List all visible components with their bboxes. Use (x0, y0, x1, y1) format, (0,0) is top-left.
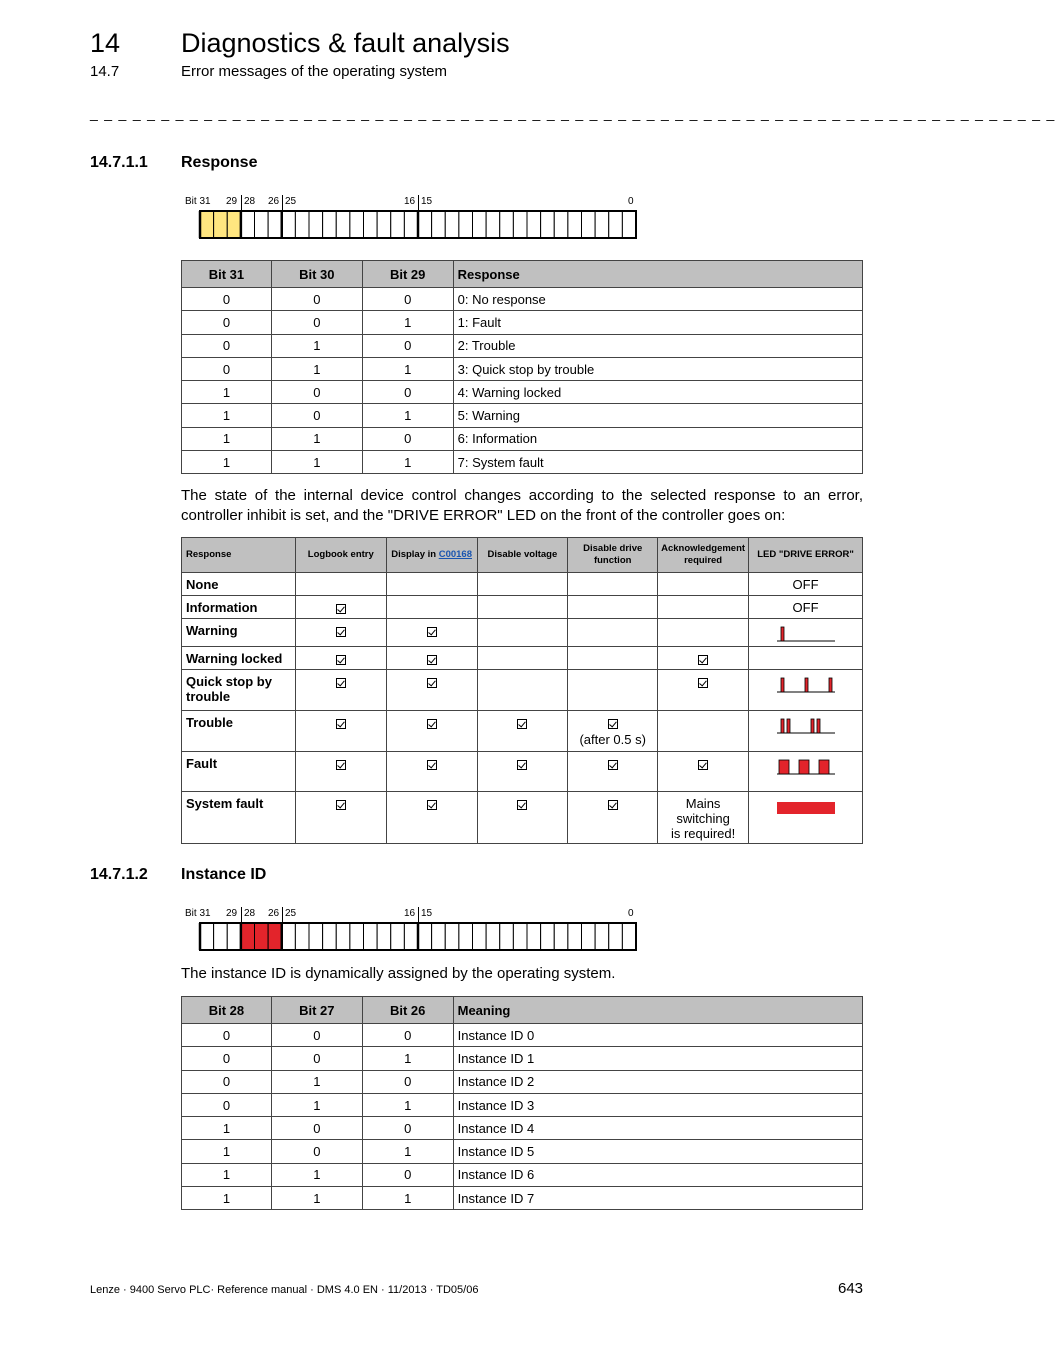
bit-cell (323, 211, 337, 238)
col-response: Response (182, 538, 296, 573)
table-cell: 0: No response (453, 288, 862, 311)
cell-voltage (477, 670, 568, 711)
table-cell: 1 (271, 427, 362, 450)
table-cell: 1 (271, 357, 362, 380)
bit-cell (622, 211, 636, 238)
bit-divider (418, 195, 419, 210)
bit-cell (391, 211, 405, 238)
table-cell: 1 (362, 1187, 453, 1210)
cell-display (386, 670, 477, 711)
bit-cell (554, 211, 568, 238)
table-cell: 0 (362, 381, 453, 404)
bit-label-25: 25 (285, 196, 297, 207)
response-behaviour-table (181, 537, 863, 844)
cell-logbook (295, 711, 386, 752)
bit-cell (268, 923, 282, 950)
table-cell: 0 (362, 1070, 453, 1093)
chapter-title: Diagnostics & fault analysis (181, 28, 510, 58)
cell-display (386, 596, 477, 619)
cell-voltage (477, 573, 568, 596)
bit-cell (541, 211, 555, 238)
cell-ack (658, 647, 749, 670)
response-row (182, 619, 863, 647)
bit-cell (295, 923, 309, 950)
bit-cell (227, 923, 241, 950)
bit-cell (364, 211, 378, 238)
table-cell: 1 (271, 1187, 362, 1210)
led-cell (749, 647, 863, 670)
led-blink-icon (775, 756, 837, 776)
table-cell: Instance ID 3 (453, 1093, 862, 1116)
table-cell: 1 (362, 404, 453, 427)
table-cell: 0 (182, 1093, 272, 1116)
bit-cell (432, 923, 446, 950)
response-name: Information (182, 596, 296, 619)
bit-cell (214, 211, 228, 238)
bit-cell (527, 923, 541, 950)
table-cell: 1 (182, 381, 272, 404)
bit-cell (459, 923, 473, 950)
cell-drive (568, 647, 658, 670)
response-bit-diagram (182, 195, 642, 240)
bit-cell (473, 923, 487, 950)
cell-display (386, 792, 477, 844)
response-header: Bit 31 (182, 261, 272, 288)
instance-paragraph: The instance ID is dynamically assigned by the operating system. (181, 965, 616, 982)
table-cell: 0 (182, 1024, 272, 1047)
table-cell: 0 (182, 311, 272, 334)
bit-cell (595, 923, 609, 950)
led-cell (749, 752, 863, 792)
checkbox-checked-icon (608, 719, 618, 729)
bit-cell (568, 923, 582, 950)
table-cell: 0 (271, 311, 362, 334)
bit-label-16: 16 (404, 196, 416, 207)
bit-cell (350, 211, 364, 238)
checkbox-checked-icon (698, 678, 708, 688)
cell-voltage (477, 752, 568, 792)
bit-label-28: 28 (244, 908, 256, 919)
instance-header: Bit 26 (362, 997, 453, 1024)
instance-bit-diagram (182, 907, 642, 952)
response-name: Fault (182, 752, 296, 792)
cell-drive (568, 670, 658, 711)
header-separator: _ _ _ _ _ _ _ _ _ _ _ _ _ _ _ _ _ _ _ _ _ _ _ _ _ _ _ _ _ _ _ _ _ _ _ _ _ _ _ _ _ _ _ _ _ _ _ _ _ _ _ _ _ _ _ _ _ _ _ _ _ _ _ _ _ _ _ _ (90, 105, 1056, 121)
bit-cell (377, 923, 391, 950)
table-cell: 1 (362, 357, 453, 380)
table-row (182, 357, 863, 380)
table-cell: 1 (182, 404, 272, 427)
checkbox-checked-icon (336, 655, 346, 665)
table-cell: 1 (182, 451, 272, 474)
bit-cell (582, 923, 596, 950)
bit-cell (200, 923, 214, 950)
response-row (182, 792, 863, 844)
bit-cell (459, 211, 473, 238)
bit-cell (214, 923, 228, 950)
response-heading-number: 14.7.1.1 (90, 154, 148, 171)
bit-cell (500, 923, 514, 950)
led-cell (749, 573, 863, 596)
cell-voltage (477, 619, 568, 647)
bit-label-15: 15 (421, 196, 433, 207)
bit-cell (486, 211, 500, 238)
table-cell: 1 (362, 1140, 453, 1163)
table-row (182, 451, 863, 474)
bit-cell (541, 923, 555, 950)
cell-logbook (295, 670, 386, 711)
checkbox-checked-icon (427, 800, 437, 810)
response-row (182, 596, 863, 619)
table-row (182, 381, 863, 404)
checkbox-checked-icon (698, 655, 708, 665)
bit-cell (255, 211, 269, 238)
response-name: Quick stop by trouble (182, 670, 296, 711)
ack-note: Mains switching is required! (670, 796, 736, 841)
bit-cell (268, 211, 282, 238)
bit-divider (282, 907, 283, 922)
table-row (182, 1163, 863, 1186)
bit-cell (527, 211, 541, 238)
table-cell: 1 (271, 1163, 362, 1186)
instance-header: Meaning (453, 997, 862, 1024)
table-cell: 1 (182, 427, 272, 450)
led-cell (749, 619, 863, 647)
led-cell (749, 596, 863, 619)
table-cell: 1 (182, 1117, 272, 1140)
response-name: None (182, 573, 296, 596)
table-cell: 6: Information (453, 427, 862, 450)
table-cell: 0 (271, 1047, 362, 1070)
instance-heading-title: Instance ID (181, 866, 267, 883)
bit-cell (336, 923, 350, 950)
table-cell: 1 (362, 1047, 453, 1070)
led-cell (749, 711, 863, 752)
table-cell: 1 (182, 1163, 272, 1186)
bit-register-response (199, 210, 638, 240)
table-cell: 0 (271, 404, 362, 427)
checkbox-checked-icon (427, 655, 437, 665)
cell-ack (658, 792, 749, 844)
bit-cell (500, 211, 514, 238)
bit-label-31: Bit 31 (185, 908, 211, 919)
response-header: Response (453, 261, 862, 288)
col-disable-voltage: Disable voltage (477, 538, 568, 573)
cell-display (386, 647, 477, 670)
cell-drive (568, 619, 658, 647)
c00168-link[interactable]: C00168 (438, 549, 472, 560)
bit-divider (241, 907, 242, 922)
col-ack: Acknowledgement required (658, 538, 749, 573)
col-disable-drive: Disable drive function (568, 538, 658, 573)
table-cell: 1: Fault (453, 311, 862, 334)
led-state: OFF (792, 577, 819, 592)
bit-register-instance (199, 922, 638, 952)
table-cell: 0 (182, 1047, 272, 1070)
table-cell: 3: Quick stop by trouble (453, 357, 862, 380)
table-cell: 1 (271, 1093, 362, 1116)
page-number: 643 (838, 1280, 864, 1297)
response-row (182, 647, 863, 670)
table-cell: 0 (271, 1117, 362, 1140)
instance-heading-number: 14.7.1.2 (90, 866, 148, 883)
table-cell: 0 (182, 288, 272, 311)
checkbox-checked-icon (608, 760, 618, 770)
checkbox-checked-icon (336, 604, 346, 614)
bit-cell (200, 211, 214, 238)
section-title: Error messages of the operating system (181, 63, 447, 80)
cell-logbook (295, 752, 386, 792)
table-row (182, 1093, 863, 1116)
table-cell: 0 (362, 427, 453, 450)
response-row (182, 670, 863, 711)
bit-label-26: 26 (268, 908, 280, 919)
table-cell: 1 (362, 451, 453, 474)
table-row (182, 404, 863, 427)
bit-cell (554, 923, 568, 950)
instance-header: Bit 27 (271, 997, 362, 1024)
led-steady-icon (775, 796, 837, 816)
cell-logbook (295, 573, 386, 596)
bit-cell (309, 923, 323, 950)
response-row (182, 573, 863, 596)
bit-cell (595, 211, 609, 238)
footer-text: Lenze · 9400 Servo PLC· Reference manual · DMS 4.0 EN · 11/2013 · TD05/06 (90, 1284, 479, 1296)
drive-note: (after 0.5 s) (579, 732, 646, 747)
bit-cell (445, 211, 459, 238)
bit-label-29: 29 (226, 196, 238, 207)
table-cell: 0 (362, 1024, 453, 1047)
led-cell (749, 670, 863, 711)
response-name: Warning locked (182, 647, 296, 670)
table-row (182, 1117, 863, 1140)
bit-cell (513, 211, 527, 238)
bit-divider (241, 195, 242, 210)
table-row (182, 311, 863, 334)
checkbox-checked-icon (517, 760, 527, 770)
table-cell: 7: System fault (453, 451, 862, 474)
bit-cell (241, 923, 255, 950)
bit-label-29: 29 (226, 908, 238, 919)
led-cell (749, 792, 863, 844)
table-row (182, 288, 863, 311)
table-cell: 1 (182, 1140, 272, 1163)
bit-cell (473, 211, 487, 238)
table-cell: 0 (362, 1117, 453, 1140)
checkbox-checked-icon (427, 627, 437, 637)
table-cell: 1 (182, 1187, 272, 1210)
cell-drive (568, 792, 658, 844)
col-display-prefix: Display in (391, 549, 439, 560)
table-cell: 1 (271, 451, 362, 474)
bit-cell (227, 211, 241, 238)
table-cell: 0 (182, 334, 272, 357)
bit-label-28: 28 (244, 196, 256, 207)
cell-display (386, 752, 477, 792)
bit-cell (391, 923, 405, 950)
table-cell: Instance ID 4 (453, 1117, 862, 1140)
checkbox-checked-icon (336, 800, 346, 810)
table-cell: 0 (362, 1163, 453, 1186)
checkbox-checked-icon (336, 760, 346, 770)
cell-drive (568, 752, 658, 792)
bit-cell (404, 211, 418, 238)
bit-cell (445, 923, 459, 950)
bit-cell (418, 211, 432, 238)
table-cell: Instance ID 6 (453, 1163, 862, 1186)
bit-divider (418, 907, 419, 922)
col-logbook: Logbook entry (295, 538, 386, 573)
bit-cell (609, 923, 623, 950)
checkbox-checked-icon (698, 760, 708, 770)
cell-ack (658, 752, 749, 792)
checkbox-checked-icon (336, 719, 346, 729)
response-bits-table (181, 260, 863, 474)
response-row (182, 711, 863, 752)
bit-cell (622, 923, 636, 950)
bit-cell (295, 211, 309, 238)
bit-cell (282, 211, 296, 238)
cell-voltage (477, 596, 568, 619)
cell-voltage (477, 711, 568, 752)
bit-label-26: 26 (268, 196, 280, 207)
bit-cell (418, 923, 432, 950)
checkbox-checked-icon (517, 800, 527, 810)
section-number: 14.7 (90, 63, 120, 80)
response-header: Bit 29 (362, 261, 453, 288)
cell-display (386, 619, 477, 647)
table-row (182, 334, 863, 357)
response-name: Warning (182, 619, 296, 647)
table-cell: Instance ID 7 (453, 1187, 862, 1210)
bit-label-0: 0 (628, 908, 634, 919)
cell-ack (658, 670, 749, 711)
table-cell: 0 (362, 288, 453, 311)
bit-label-31: Bit 31 (185, 196, 211, 207)
bit-cell (255, 923, 269, 950)
table-row (182, 1187, 863, 1210)
table-cell: 5: Warning (453, 404, 862, 427)
bit-cell (568, 211, 582, 238)
table-row (182, 427, 863, 450)
led-periodic-pulse-icon (775, 674, 837, 694)
table-row (182, 1140, 863, 1163)
col-display (386, 538, 477, 573)
checkbox-checked-icon (336, 627, 346, 637)
col-led: LED "DRIVE ERROR" (749, 538, 863, 573)
checkbox-checked-icon (336, 678, 346, 688)
cell-ack (658, 619, 749, 647)
cell-display (386, 711, 477, 752)
cell-drive (568, 596, 658, 619)
table-cell: 0 (271, 1024, 362, 1047)
bit-cell (377, 211, 391, 238)
bit-cell (282, 923, 296, 950)
bit-label-15: 15 (421, 908, 433, 919)
bit-cell (609, 211, 623, 238)
response-heading-title: Response (181, 154, 258, 171)
bit-cell (486, 923, 500, 950)
bit-cell (432, 211, 446, 238)
cell-logbook (295, 792, 386, 844)
response-name: Trouble (182, 711, 296, 752)
table-cell: 1 (362, 311, 453, 334)
bit-label-0: 0 (628, 196, 634, 207)
bit-cell (323, 923, 337, 950)
bit-label-16: 16 (404, 908, 416, 919)
cell-ack (658, 711, 749, 752)
led-state: OFF (792, 600, 819, 615)
response-header: Bit 30 (271, 261, 362, 288)
cell-voltage (477, 647, 568, 670)
response-row (182, 752, 863, 792)
table-cell: 0 (271, 1140, 362, 1163)
led-double-pulse-icon (775, 715, 837, 735)
bit-cell (336, 211, 350, 238)
bit-cell (582, 211, 596, 238)
chapter-number: 14 (90, 28, 121, 58)
bit-cell (513, 923, 527, 950)
response-paragraph: The state of the internal device control changes according to the selected response to an error, controller inhibit is set, and the "DRIVE ERROR" LED on the front of the controller goes on: (181, 487, 863, 524)
cell-display (386, 573, 477, 596)
cell-voltage (477, 792, 568, 844)
checkbox-checked-icon (427, 760, 437, 770)
table-row (182, 1070, 863, 1093)
bit-divider (282, 195, 283, 210)
table-cell: Instance ID 5 (453, 1140, 862, 1163)
table-cell: 0 (362, 334, 453, 357)
instance-bits-table (181, 996, 863, 1210)
checkbox-checked-icon (427, 678, 437, 688)
bit-cell (309, 211, 323, 238)
led-single-pulse-icon (775, 623, 837, 643)
table-cell: 0 (182, 1070, 272, 1093)
table-cell: Instance ID 0 (453, 1024, 862, 1047)
table-cell: 1 (271, 334, 362, 357)
cell-logbook (295, 619, 386, 647)
instance-header: Bit 28 (182, 997, 272, 1024)
checkbox-checked-icon (517, 719, 527, 729)
checkbox-checked-icon (427, 719, 437, 729)
response-name: System fault (182, 792, 296, 844)
table-cell: 0 (182, 357, 272, 380)
cell-drive (568, 573, 658, 596)
table-cell: Instance ID 2 (453, 1070, 862, 1093)
bit-cell (404, 923, 418, 950)
bit-cell (350, 923, 364, 950)
table-row (182, 1047, 863, 1070)
bit-cell (241, 211, 255, 238)
bit-label-25: 25 (285, 908, 297, 919)
cell-logbook (295, 596, 386, 619)
table-cell: 1 (271, 1070, 362, 1093)
table-row (182, 1024, 863, 1047)
table-cell: Instance ID 1 (453, 1047, 862, 1070)
table-cell: 1 (362, 1093, 453, 1116)
cell-drive (568, 711, 658, 752)
table-cell: 2: Trouble (453, 334, 862, 357)
cell-ack (658, 573, 749, 596)
table-cell: 4: Warning locked (453, 381, 862, 404)
bit-cell (364, 923, 378, 950)
cell-logbook (295, 647, 386, 670)
table-cell: 0 (271, 381, 362, 404)
table-cell: 0 (271, 288, 362, 311)
checkbox-checked-icon (608, 800, 618, 810)
cell-ack (658, 596, 749, 619)
